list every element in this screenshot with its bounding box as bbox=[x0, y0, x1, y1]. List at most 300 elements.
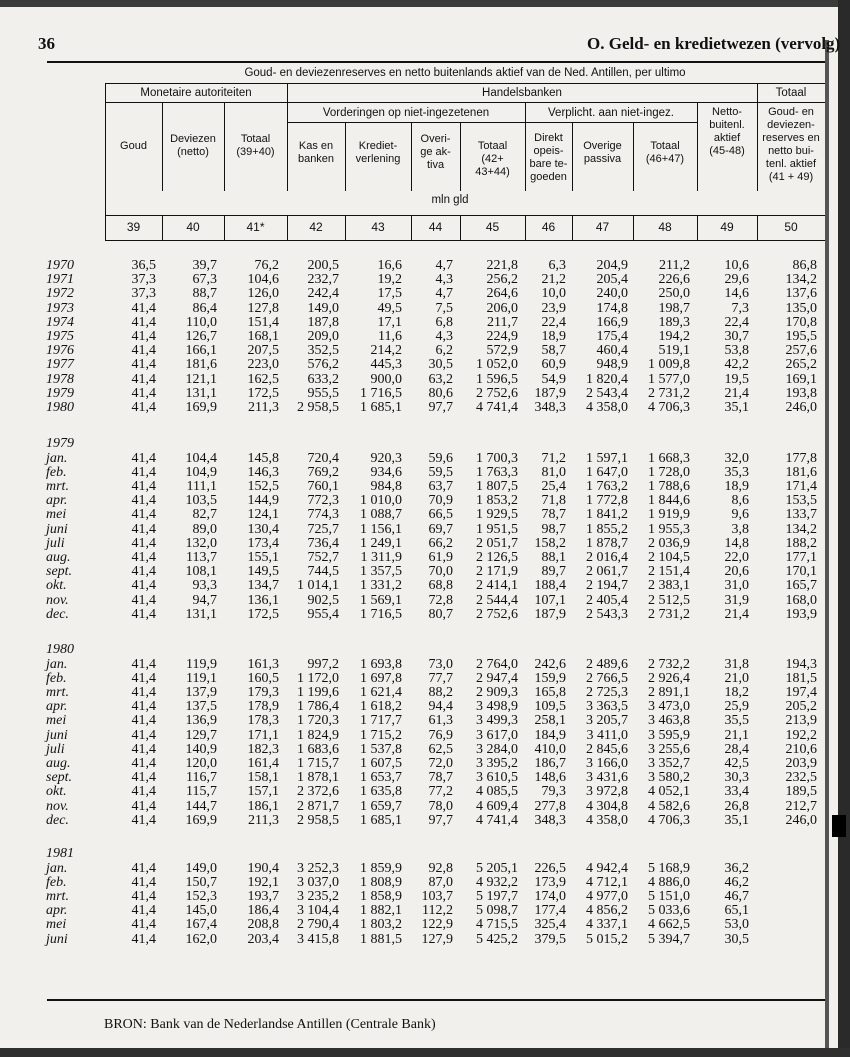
table-row bbox=[0, 537, 830, 551]
table-cell: 32,0 bbox=[724, 450, 749, 466]
column-number: 49 bbox=[720, 220, 734, 234]
table-cell: 1 357,5 bbox=[360, 564, 402, 580]
row-label: mei bbox=[46, 713, 67, 729]
table-cell: 4 337,1 bbox=[586, 917, 628, 933]
table-cell: 2 061,7 bbox=[586, 564, 628, 580]
table-cell: 752,7 bbox=[307, 549, 339, 565]
table-cell: 4 706,3 bbox=[648, 812, 690, 828]
table-cell: 760,1 bbox=[307, 478, 339, 494]
table-cell: 257,6 bbox=[785, 343, 817, 359]
table-cell: 211,3 bbox=[248, 812, 279, 828]
table-cell: 160,5 bbox=[247, 670, 279, 686]
table-cell: 167,4 bbox=[185, 917, 217, 933]
table-cell: 1 716,5 bbox=[360, 606, 402, 622]
column-number: 41* bbox=[246, 220, 265, 234]
table-cell: 41,4 bbox=[131, 521, 156, 537]
row-label: sept. bbox=[46, 770, 73, 786]
row-label: sept. bbox=[46, 564, 73, 580]
table-cell: 66,2 bbox=[428, 535, 453, 551]
table-cell: 900,0 bbox=[370, 371, 402, 387]
row-label: okt. bbox=[46, 784, 67, 800]
table-cell: 264,6 bbox=[486, 286, 518, 302]
table-cell: 22,4 bbox=[724, 314, 749, 330]
table-cell: 175,4 bbox=[596, 329, 628, 344]
column-number: 39 bbox=[126, 220, 141, 234]
table-row bbox=[0, 757, 830, 771]
table-cell: 173,9 bbox=[534, 874, 566, 890]
table-cell: 226,6 bbox=[658, 272, 690, 288]
table-row bbox=[0, 686, 830, 700]
table-row bbox=[0, 862, 830, 876]
table-cell: 4 609,4 bbox=[476, 798, 518, 814]
table-cell: 2 372,6 bbox=[297, 784, 339, 800]
table-cell: 2 543,3 bbox=[586, 606, 628, 622]
table-cell: 2 489,6 bbox=[586, 656, 628, 672]
table-cell: 31,9 bbox=[724, 592, 749, 608]
table-row bbox=[0, 316, 830, 330]
table-cell: 41,4 bbox=[131, 400, 156, 415]
column-header bbox=[757, 106, 825, 184]
table-cell: 1 685,1 bbox=[360, 812, 402, 828]
column-header bbox=[525, 132, 572, 184]
table-row bbox=[0, 876, 830, 890]
group-monetaire-autoriteiten: Monetaire autoriteiten bbox=[140, 87, 252, 99]
table-cell: 115,7 bbox=[186, 784, 217, 800]
row-label: juni bbox=[46, 521, 68, 537]
column-header-line: Totaal bbox=[240, 133, 271, 145]
table-cell: 2 731,2 bbox=[648, 606, 690, 622]
table-cell: 4,3 bbox=[435, 329, 453, 344]
table-cell: 1 331,2 bbox=[360, 578, 402, 594]
table-cell: 1 841,2 bbox=[586, 507, 628, 523]
table-cell: 4 715,5 bbox=[476, 917, 518, 933]
table-row bbox=[0, 387, 830, 401]
table-row bbox=[0, 918, 830, 932]
table-cell: 10,6 bbox=[724, 258, 749, 273]
row-label: mei bbox=[46, 507, 67, 523]
table-cell: 76,9 bbox=[428, 727, 453, 743]
column-number: 45 bbox=[485, 220, 500, 234]
table-main-header: Goud- en deviezenreserves en netto buitenlands aktief van de Ned. Antillen, per ultimo bbox=[244, 67, 686, 79]
column-header-line: goeden bbox=[530, 171, 567, 183]
table-cell: 4 741,4 bbox=[476, 400, 518, 415]
table-cell: 2 414,1 bbox=[476, 578, 518, 594]
table-cell: 410,0 bbox=[534, 741, 566, 757]
table-cell: 5 425,2 bbox=[476, 931, 518, 947]
table-row bbox=[0, 358, 830, 372]
table-cell: 20,6 bbox=[724, 564, 749, 580]
table-cell: 2 171,9 bbox=[476, 564, 518, 580]
table-cell: 7,5 bbox=[435, 300, 453, 316]
column-number: 46 bbox=[541, 220, 556, 234]
table-cell: 189,5 bbox=[785, 784, 817, 800]
table-cell: 53,0 bbox=[724, 917, 749, 933]
table-cell: 41,4 bbox=[131, 713, 156, 729]
table-cell: 8,6 bbox=[731, 493, 749, 509]
table-cell: 21,4 bbox=[724, 606, 749, 622]
table-cell: 97,7 bbox=[428, 400, 453, 415]
table-cell: 205,2 bbox=[785, 699, 817, 715]
row-label: 1973 bbox=[46, 300, 74, 316]
table-cell: 41,4 bbox=[131, 450, 156, 466]
table-row bbox=[0, 904, 830, 918]
table-cell: 3 104,4 bbox=[297, 903, 339, 919]
table-cell: 1 728,0 bbox=[648, 464, 690, 480]
row-label: okt. bbox=[46, 578, 67, 594]
table-cell: 41,4 bbox=[131, 917, 156, 933]
table-cell: 1 772,8 bbox=[586, 493, 628, 509]
table-cell: 3 205,7 bbox=[586, 713, 628, 729]
table-cell: 126,7 bbox=[185, 329, 217, 344]
header-rule-1 bbox=[105, 83, 825, 84]
table-cell: 169,9 bbox=[185, 812, 217, 828]
table-cell: 1 700,3 bbox=[476, 450, 518, 466]
table-cell: 37,3 bbox=[131, 272, 156, 288]
table-cell: 26,8 bbox=[724, 798, 749, 814]
table-cell: 519,1 bbox=[658, 343, 690, 359]
table-cell: 41,4 bbox=[131, 464, 156, 480]
table-cell: 109,5 bbox=[534, 699, 566, 715]
column-header-line: Kas en bbox=[298, 140, 334, 152]
table-cell: 88,2 bbox=[428, 684, 453, 700]
table-cell: 211,3 bbox=[248, 400, 279, 415]
table-cell: 3 363,5 bbox=[586, 699, 628, 715]
table-cell: 2 732,2 bbox=[648, 656, 690, 672]
table-cell: 41,4 bbox=[131, 493, 156, 509]
table-cell: 204,9 bbox=[596, 258, 628, 273]
column-header bbox=[287, 140, 345, 166]
table-cell: 3,8 bbox=[731, 521, 749, 537]
column-header-line: Krediet- bbox=[358, 140, 398, 152]
table-cell: 78,0 bbox=[428, 798, 453, 814]
table-cell: 2 752,6 bbox=[476, 606, 518, 622]
scan-right-edge bbox=[838, 0, 850, 1057]
table-cell: 133,7 bbox=[785, 507, 817, 523]
table-cell: 934,6 bbox=[370, 464, 402, 480]
table-cell: 902,5 bbox=[307, 592, 339, 608]
table-row bbox=[0, 658, 830, 672]
table-cell: 137,5 bbox=[185, 699, 217, 715]
column-header-line: 43+44) bbox=[475, 166, 510, 178]
table-cell: 3 411,0 bbox=[586, 727, 628, 743]
table-cell: 172,5 bbox=[247, 606, 279, 622]
table-cell: 7,3 bbox=[731, 300, 749, 316]
table-row bbox=[0, 800, 830, 814]
table-cell: 1 859,9 bbox=[360, 860, 402, 876]
table-cell: 1 199,6 bbox=[297, 684, 339, 700]
column-header bbox=[572, 140, 633, 166]
table-cell: 325,4 bbox=[534, 917, 566, 933]
table-cell: 35,1 bbox=[724, 400, 749, 415]
header-top-rule bbox=[47, 61, 825, 63]
table-cell: 35,1 bbox=[724, 812, 749, 828]
column-header-line: tiva bbox=[426, 159, 445, 171]
table-cell: 4 358,0 bbox=[586, 400, 628, 415]
table-cell: 194,2 bbox=[658, 329, 690, 344]
column-header bbox=[633, 140, 697, 166]
table-cell: 58,7 bbox=[541, 343, 566, 359]
table-cell: 210,6 bbox=[785, 741, 817, 757]
table-cell: 460,4 bbox=[596, 343, 628, 359]
table-cell: 14,6 bbox=[724, 286, 749, 302]
table-cell: 25,4 bbox=[541, 478, 566, 494]
row-label: 1975 bbox=[46, 329, 74, 344]
table-cell: 256,2 bbox=[486, 272, 518, 288]
table-cell: 1 878,1 bbox=[297, 770, 339, 786]
table-cell: 19,2 bbox=[377, 272, 402, 288]
table-cell: 111,1 bbox=[186, 478, 217, 494]
table-cell: 4 942,4 bbox=[586, 860, 628, 876]
row-label: 1974 bbox=[46, 314, 74, 330]
table-cell: 1 929,5 bbox=[476, 507, 518, 523]
table-cell: 1 955,3 bbox=[648, 521, 690, 537]
table-cell: 41,4 bbox=[131, 670, 156, 686]
table-row bbox=[0, 785, 830, 799]
table-cell: 188,4 bbox=[534, 578, 566, 594]
table-cell: 348,3 bbox=[534, 812, 566, 828]
column-header-line: ge ak- bbox=[420, 146, 451, 158]
table-cell: 5 033,6 bbox=[648, 903, 690, 919]
row-label: apr. bbox=[46, 903, 68, 919]
table-cell: 135,0 bbox=[785, 300, 817, 316]
table-cell: 77,2 bbox=[428, 784, 453, 800]
table-cell: 1 635,8 bbox=[360, 784, 402, 800]
table-cell: 6,2 bbox=[435, 343, 453, 359]
table-row bbox=[0, 401, 830, 415]
table-cell: 17,5 bbox=[377, 286, 402, 302]
table-cell: 110,0 bbox=[186, 314, 217, 330]
row-label: 1972 bbox=[46, 286, 74, 302]
table-cell: 22,0 bbox=[724, 549, 749, 565]
table-cell: 2 051,7 bbox=[476, 535, 518, 551]
table-cell: 1 881,5 bbox=[360, 931, 402, 947]
table-cell: 14,8 bbox=[724, 535, 749, 551]
table-cell: 3 252,3 bbox=[297, 860, 339, 876]
table-cell: 35,3 bbox=[724, 464, 749, 480]
table-cell: 68,8 bbox=[428, 578, 453, 594]
table-cell: 127,9 bbox=[421, 931, 453, 947]
table-row bbox=[0, 672, 830, 686]
table-cell: 137,6 bbox=[785, 286, 817, 302]
table-cell: 1 249,1 bbox=[360, 535, 402, 551]
table-cell: 242,6 bbox=[534, 656, 566, 672]
table-cell: 1 009,8 bbox=[648, 357, 690, 373]
table-cell: 162,0 bbox=[185, 931, 217, 947]
column-header-line: Netto- bbox=[712, 106, 742, 118]
table-cell: 1 763,3 bbox=[476, 464, 518, 480]
table-cell: 4 085,5 bbox=[476, 784, 518, 800]
table-cell: 122,9 bbox=[421, 917, 453, 933]
table-cell: 265,2 bbox=[785, 357, 817, 373]
table-cell: 103,7 bbox=[421, 888, 453, 904]
table-cell: 5 151,0 bbox=[648, 888, 690, 904]
column-header-line: aktief bbox=[713, 132, 741, 144]
table-row bbox=[0, 565, 830, 579]
table-cell: 177,4 bbox=[534, 903, 566, 919]
table-cell: 36,5 bbox=[131, 258, 156, 273]
table-cell: 4 662,5 bbox=[648, 917, 690, 933]
column-header-line: (42+ bbox=[481, 153, 504, 165]
header-rule-2 bbox=[105, 102, 825, 103]
table-cell: 18,9 bbox=[724, 478, 749, 494]
table-cell: 1 569,1 bbox=[360, 592, 402, 608]
table-cell: 209,0 bbox=[307, 329, 339, 344]
column-header-line: verlening bbox=[355, 153, 401, 165]
table-cell: 5 098,7 bbox=[476, 903, 518, 919]
table-cell: 59,5 bbox=[428, 464, 453, 480]
table-cell: 86,8 bbox=[792, 258, 817, 273]
table-cell: 136,9 bbox=[185, 713, 217, 729]
table-cell: 158,1 bbox=[247, 770, 279, 786]
table-cell: 41,4 bbox=[131, 507, 156, 523]
table-cell: 445,3 bbox=[370, 357, 402, 373]
table-cell: 5 205,1 bbox=[476, 860, 518, 876]
table-cell: 348,3 bbox=[534, 400, 566, 415]
column-header bbox=[162, 133, 224, 159]
table-cell: 2 845,6 bbox=[586, 741, 628, 757]
table-cell: 10,0 bbox=[541, 286, 566, 302]
table-cell: 2 766,5 bbox=[586, 670, 628, 686]
table-cell: 192,2 bbox=[785, 727, 817, 743]
row-label: aug. bbox=[46, 755, 71, 771]
table-cell: 104,9 bbox=[185, 464, 217, 480]
table-cell: 76,2 bbox=[254, 258, 279, 273]
table-cell: 41,4 bbox=[131, 656, 156, 672]
table-cell: 1 855,2 bbox=[586, 521, 628, 537]
table-cell: 174,8 bbox=[596, 300, 628, 316]
table-cell: 171,4 bbox=[785, 478, 817, 494]
table-cell: 186,4 bbox=[247, 903, 279, 919]
table-row bbox=[0, 344, 830, 358]
table-cell: 2 752,6 bbox=[476, 385, 518, 401]
block-year-label: 1980 bbox=[46, 642, 74, 657]
table-cell: 72,8 bbox=[428, 592, 453, 608]
table-cell: 211,7 bbox=[487, 314, 518, 330]
table-cell: 41,4 bbox=[131, 478, 156, 494]
table-cell: 41,4 bbox=[131, 903, 156, 919]
table-cell: 2 104,5 bbox=[648, 549, 690, 565]
table-cell: 151,4 bbox=[247, 314, 279, 330]
table-cell: 2 543,4 bbox=[586, 385, 628, 401]
column-header bbox=[460, 140, 525, 179]
table-cell: 3 166,0 bbox=[586, 755, 628, 771]
table-cell: 94,7 bbox=[192, 592, 217, 608]
table-row bbox=[0, 700, 830, 714]
table-cell: 997,2 bbox=[307, 656, 339, 672]
table-cell: 193,8 bbox=[785, 385, 817, 401]
table-cell: 78,7 bbox=[428, 770, 453, 786]
table-cell: 54,9 bbox=[541, 371, 566, 387]
table-cell: 21,4 bbox=[724, 385, 749, 401]
table-cell: 4 886,0 bbox=[648, 874, 690, 890]
table-cell: 3 284,0 bbox=[476, 741, 518, 757]
table-cell: 1 844,6 bbox=[648, 493, 690, 509]
table-cell: 41,4 bbox=[131, 592, 156, 608]
column-number: 40 bbox=[186, 220, 200, 234]
table-cell: 177,1 bbox=[785, 549, 817, 565]
column-header-line: (41 + 49) bbox=[768, 171, 814, 183]
row-label: dec. bbox=[46, 606, 69, 622]
table-cell: 166,9 bbox=[596, 314, 628, 330]
table-cell: 86,4 bbox=[192, 300, 217, 316]
table-cell: 2 036,9 bbox=[648, 535, 690, 551]
table-cell: 984,8 bbox=[370, 478, 402, 494]
table-cell: 232,7 bbox=[307, 272, 339, 288]
table-cell: 1 951,5 bbox=[476, 521, 518, 537]
table-cell: 30,5 bbox=[724, 931, 749, 947]
table-cell: 21,2 bbox=[541, 272, 566, 288]
table-cell: 1 621,4 bbox=[360, 684, 402, 700]
table-cell: 107,1 bbox=[534, 592, 566, 608]
table-cell: 3 617,0 bbox=[476, 727, 518, 743]
table-cell: 119,9 bbox=[186, 656, 217, 672]
table-cell: 744,5 bbox=[307, 564, 339, 580]
table-cell: 130,4 bbox=[247, 521, 279, 537]
table-row bbox=[0, 594, 830, 608]
table-cell: 3 463,8 bbox=[648, 713, 690, 729]
source-note: BRON: Bank van de Nederlandse Antillen (Centrale Bank) bbox=[104, 1017, 436, 1032]
table-cell: 134,7 bbox=[247, 578, 279, 594]
table-cell: 1 537,8 bbox=[360, 741, 402, 757]
table-cell: 576,2 bbox=[307, 357, 339, 373]
row-label: 1970 bbox=[46, 258, 74, 273]
table-cell: 379,5 bbox=[534, 931, 566, 947]
table-cell: 207,5 bbox=[247, 343, 279, 359]
table-cell: 920,3 bbox=[370, 450, 402, 466]
row-label: mrt. bbox=[46, 478, 69, 494]
table-cell: 177,8 bbox=[785, 450, 817, 466]
table-cell: 170,1 bbox=[785, 564, 817, 580]
table-cell: 955,4 bbox=[307, 606, 339, 622]
row-label: apr. bbox=[46, 699, 68, 715]
table-cell: 179,3 bbox=[247, 684, 279, 700]
table-cell: 157,1 bbox=[247, 784, 279, 800]
column-number: 43 bbox=[371, 220, 385, 234]
table-cell: 1 685,1 bbox=[360, 400, 402, 415]
table-cell: 35,5 bbox=[724, 713, 749, 729]
table-cell: 3 498,9 bbox=[476, 699, 518, 715]
table-cell: 4 304,8 bbox=[586, 798, 628, 814]
block-year-label: 1979 bbox=[46, 436, 74, 451]
table-cell: 41,4 bbox=[131, 357, 156, 373]
table-cell: 2 926,4 bbox=[648, 670, 690, 686]
column-header-line: Overige bbox=[583, 140, 622, 152]
table-row bbox=[0, 259, 830, 273]
table-cell: 3 431,6 bbox=[586, 770, 628, 786]
table-cell: 2 405,4 bbox=[586, 592, 628, 608]
table-row bbox=[0, 729, 830, 743]
table-cell: 186,1 bbox=[247, 798, 279, 814]
table-cell: 4 706,3 bbox=[648, 400, 690, 415]
table-cell: 1 693,8 bbox=[360, 656, 402, 672]
table-cell: 1 052,0 bbox=[476, 357, 518, 373]
header-rule-3 bbox=[287, 122, 697, 123]
row-label: 1976 bbox=[46, 343, 74, 359]
table-cell: 720,4 bbox=[307, 450, 339, 466]
column-header-line: Goud bbox=[120, 140, 147, 152]
table-cell: 3 352,7 bbox=[648, 755, 690, 771]
table-row bbox=[0, 302, 830, 316]
table-row bbox=[0, 273, 830, 287]
table-cell: 3 037,0 bbox=[297, 874, 339, 890]
table-cell: 2 383,1 bbox=[648, 578, 690, 594]
col-divider bbox=[105, 83, 106, 240]
table-cell: 1 720,3 bbox=[297, 713, 339, 729]
table-cell: 116,7 bbox=[186, 770, 217, 786]
table-cell: 1 803,2 bbox=[360, 917, 402, 933]
row-label: dec. bbox=[46, 812, 69, 828]
table-cell: 42,5 bbox=[724, 755, 749, 771]
